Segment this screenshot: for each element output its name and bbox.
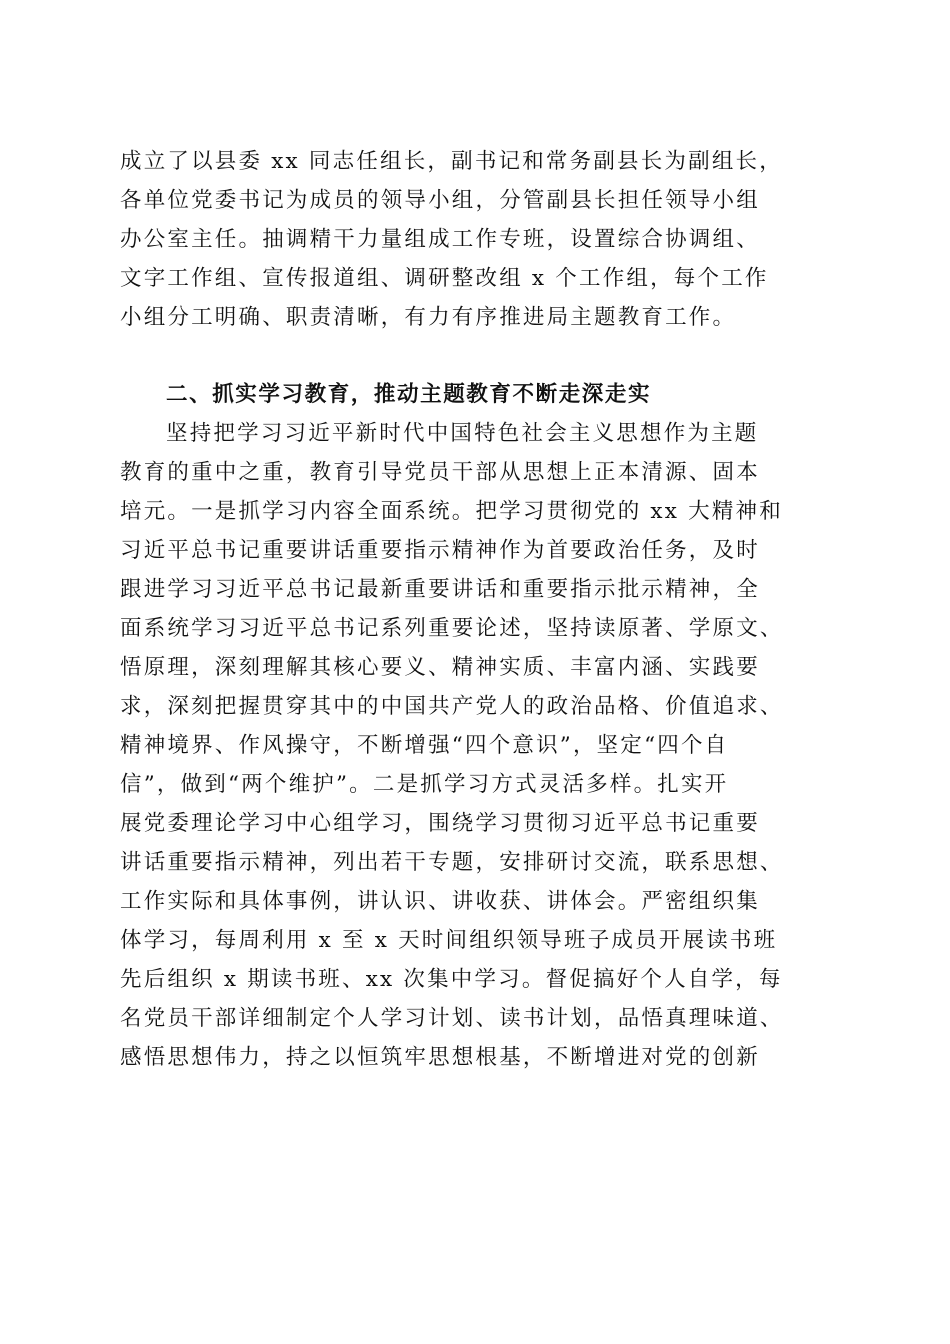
section-study-education: [120, 375, 840, 1077]
text-line: 文字工作组、宣传报道组、调研整改组 x 个工作组，每个工作: [120, 266, 769, 291]
text-line: 精神境界、作风操守，不断增强“四个意识”，坚定“四个自: [120, 733, 729, 758]
text-line: 信”，做到“两个维护”。二是抓学习方式灵活多样。扎实开: [120, 772, 729, 797]
text-line: 培元。一是抓学习内容全面系统。把学习贯彻党的 xx 大精神和: [120, 499, 783, 524]
text-line: 坚持把学习习近平新时代中国特色社会主义思想作为主题: [166, 421, 759, 446]
text-line: 办公室主任。抽调精干力量组成工作专班，设置综合协调组、: [120, 227, 760, 252]
text-line: 体学习，每周利用 x 至 x 天时间组织领导班子成员开展读书班: [120, 928, 778, 953]
text-line: 先后组织 x 期读书班、xx 次集中学习。督促搞好个人自学，每: [120, 967, 783, 992]
text-line: 面系统学习习近平总书记系列重要论述，坚持读原著、学原文、: [120, 616, 784, 641]
text-line: 习近平总书记重要讲话重要指示精神作为首要政治任务，及时: [120, 538, 760, 563]
text-line: 教育的重中之重，教育引导党员干部从思想上正本清源、固本: [120, 460, 760, 485]
paragraph-leadership-group: [120, 142, 840, 337]
text-line: 名党员干部详细制定个人学习计划、读书计划，品悟真理味道、: [120, 1006, 784, 1031]
text-line: 展党委理论学习中心组学习，围绕学习贯彻习近平总书记重要: [120, 811, 760, 836]
text-line: 成立了以县委 xx 同志任组长，副书记和常务副县长为副组长，: [120, 149, 783, 174]
text-line: 各单位党委书记为成员的领导小组，分管副县长担任领导小组: [120, 188, 760, 213]
text-line: 小组分工明确、职责清晰，有力有序推进局主题教育工作。: [120, 305, 737, 330]
text-line: 讲话重要指示精神，列出若干专题，安排研讨交流，联系思想、: [120, 850, 784, 875]
text-line: 求，深刻把握贯穿其中的中国共产党人的政治品格、价值追求、: [120, 694, 784, 719]
section-heading: 二、抓实学习教育，推动主题教育不断走深走实: [166, 382, 652, 407]
text-line: 工作实际和具体事例，讲认识、讲收获、讲体会。严密组织集: [120, 889, 760, 914]
text-line: 悟原理，深刻理解其核心要义、精神实质、丰富内涵、实践要: [120, 655, 760, 680]
text-line: 跟进学习习近平总书记最新重要讲话和重要指示批示精神，全: [120, 577, 760, 602]
text-line: 感悟思想伟力，持之以恒筑牢思想根基，不断增进对党的创新: [120, 1045, 760, 1070]
